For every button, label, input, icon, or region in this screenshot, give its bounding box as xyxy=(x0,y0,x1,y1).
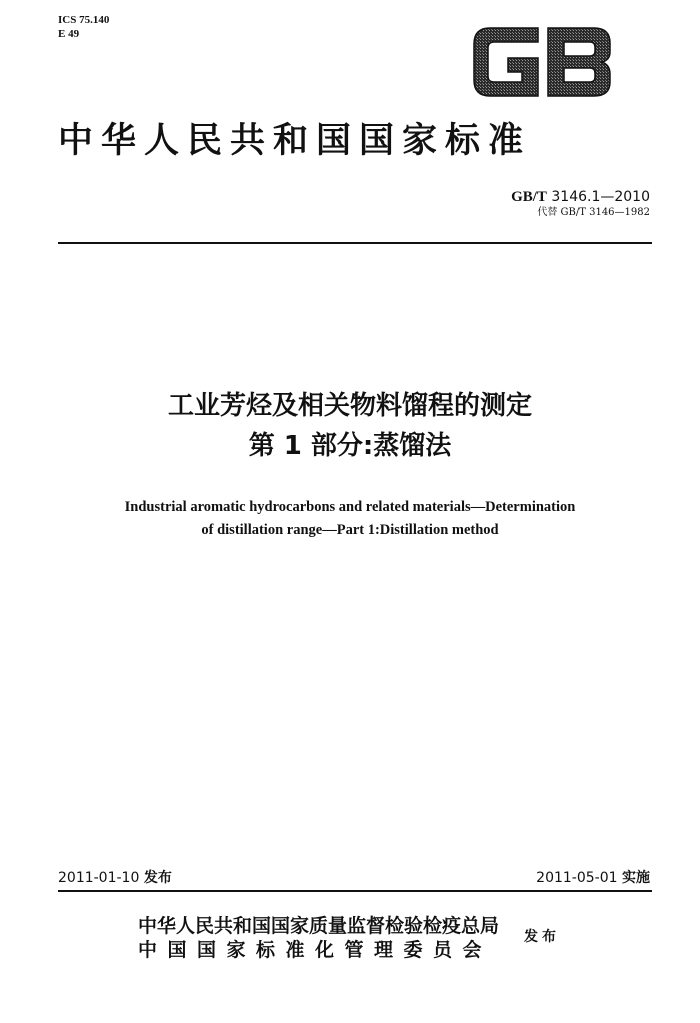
ccs-code: E 49 xyxy=(58,28,80,40)
title-cn-line2: 第 1 部分:蒸馏法 xyxy=(248,431,452,461)
title-cn-line1: 工业芳烃及相关物料馏程的测定 xyxy=(167,391,532,421)
replaces-standard: 代替 GB/T 3146—1982 xyxy=(537,207,650,218)
header-divider xyxy=(58,242,652,244)
standard-code-number: 3146.1—2010 xyxy=(551,189,650,205)
implementation-label: 实施 xyxy=(622,870,650,886)
document-title-en xyxy=(0,496,700,542)
issue-date-value: 2011-01-10 xyxy=(58,870,140,886)
implementation-date-value: 2011-05-01 xyxy=(536,870,618,886)
document-title-cn xyxy=(0,386,700,466)
standard-code-block xyxy=(511,188,650,219)
ics-code: ICS 75.140 xyxy=(58,14,110,26)
publish-label: 发布 xyxy=(524,929,560,945)
national-standard-title: 中华人民共和国国家标准 xyxy=(58,120,532,161)
issue-date xyxy=(58,869,172,887)
publisher-sac: 中国国家标准化管理委员会 xyxy=(138,939,493,961)
standard-number xyxy=(511,188,650,206)
publisher-aqsiq: 中华人民共和国国家质量监督检验检疫总局 xyxy=(138,915,500,937)
classification-codes xyxy=(58,13,109,41)
standard-prefix: GB/T xyxy=(511,189,547,205)
title-en-line1: Industrial aromatic hydrocarbons and related materials—Determination xyxy=(124,499,576,515)
footer-divider xyxy=(58,890,652,892)
issue-label: 发布 xyxy=(143,870,172,886)
publishers xyxy=(138,914,499,962)
title-en-line2: of distillation range—Part 1:Distillation method xyxy=(201,522,499,538)
implementation-date xyxy=(536,869,650,887)
gb-logo-icon xyxy=(468,18,616,104)
